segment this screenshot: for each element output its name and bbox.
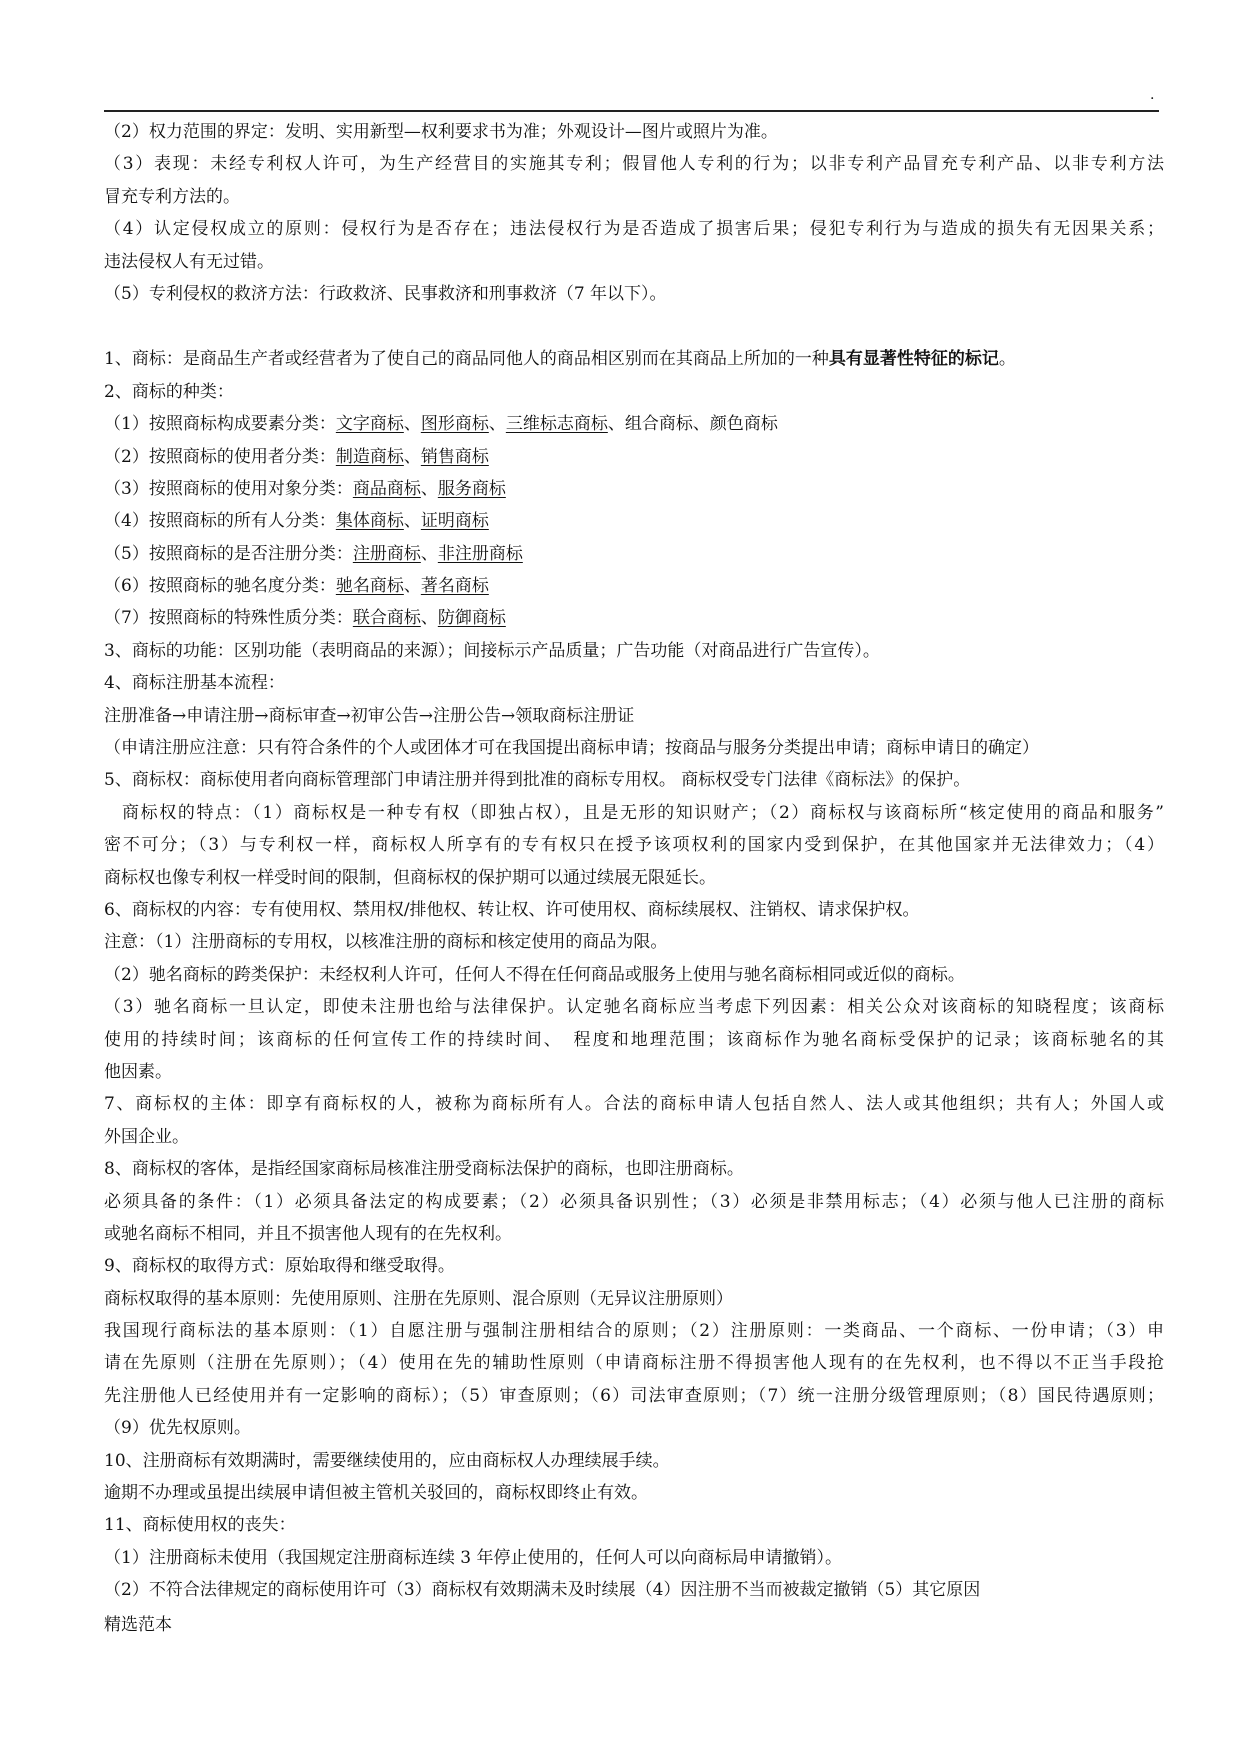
type-item: 联合商标 xyxy=(352,608,421,629)
separator: 、 xyxy=(420,608,438,629)
header-dot: . xyxy=(1150,87,1155,103)
current-law-principles: 我国现行商标法的基本原则：（1）自愿注册与强制注册相结合的原则；（2）注册原则：一类商品、一个商标、一份申请；（3）申 xyxy=(104,1321,1164,1342)
required-conditions: 必须具备的条件：（1）必须具备法定的构成要素；（2）必须具备识别性；（3）必须是非禁用标志；（4）必须与他人已注册的商标 xyxy=(104,1191,1164,1212)
separator: 、 xyxy=(420,478,438,499)
type-row-label: （1）按照商标构成要素分类： xyxy=(104,414,336,435)
note-well-known-criteria-cont: 使用的持续时间；该商标的任何宣传工作的持续时间、 程度和地理范围；该商标作为驰名商标受保护的记录；该商标驰名的其 xyxy=(104,1029,1164,1050)
renewal-rule: 10、注册商标有效期满时，需要继续使用的，应由商标权人办理续展手续。 xyxy=(104,1450,670,1471)
patent-infringement-line-cont: 冒充专利方法的。 xyxy=(104,186,240,207)
footer-label: 精选范本 xyxy=(104,1615,172,1635)
separator: 、 xyxy=(403,511,421,532)
loss-of-right-title: 11、商标使用权的丧失： xyxy=(104,1515,296,1536)
type-row-label: （2）按照商标的使用者分类： xyxy=(104,446,336,467)
trademark-right-features-end: 商标权也像专利权一样受时间的限制，但商标权的保护期可以通过续展无限延长。 xyxy=(104,867,716,888)
type-item: 著名商标 xyxy=(420,576,489,597)
trademark-right-features-cont: 密不可分；（3）与专利权一样，商标权人所享有的专有权只在授予该项权利的国家内受到保护，在其他国家并无法律效力；（4） xyxy=(104,835,1164,856)
type-item: 商品商标 xyxy=(352,478,421,499)
type-item: 驰名商标 xyxy=(335,576,404,597)
trademark-type-row xyxy=(104,570,1164,602)
registration-flow-title: 4、商标注册基本流程： xyxy=(104,673,285,694)
current-law-principles-cont: 请在先原则（注册在先原则）；（4）使用在先的辅助性原则（申请商标注册不得损害他人现有的在先权利，也不得以不正当手段抢 xyxy=(104,1353,1164,1374)
type-row-label: （5）按照商标的是否注册分类： xyxy=(104,543,353,564)
patent-principle-line-cont: 违法侵权人有无过错。 xyxy=(104,251,274,272)
trademark-object: 8、商标权的客体，是指经国家商标局核准注册受商标法保护的商标，也即注册商标。 xyxy=(104,1159,744,1180)
trademark-function: 3、商标的功能：区别功能（表明商品的来源）；间接标示产品质量；广告功能（对商品进行广告宣传）。 xyxy=(104,640,880,661)
separator: 、 xyxy=(403,446,421,467)
trademark-type-row xyxy=(104,602,1164,634)
type-item: 防御商标 xyxy=(437,608,506,629)
renewal-expiry: 逾期不办理或虽提出续展申请但被主管机关驳回的，商标权即终止有效。 xyxy=(104,1483,648,1504)
type-row-label: （3）按照商标的使用对象分类： xyxy=(104,478,353,499)
acquisition-methods: 9、商标权的取得方式：原始取得和继受取得。 xyxy=(104,1256,455,1277)
note-well-known-criteria-end: 他因素。 xyxy=(104,1061,172,1082)
trademark-right-content: 6、商标权的内容：专有使用权、禁用权/排他权、转让权、许可使用权、商标续展权、注销权、请求保护权。 xyxy=(104,899,920,920)
trademark-definition-end: 。 xyxy=(998,349,1016,370)
separator: 、 xyxy=(488,414,506,435)
acquisition-principles: 商标权取得的基本原则：先使用原则、注册在先原则、混合原则（无异议注册原则） xyxy=(104,1288,733,1309)
type-row-label: （7）按照商标的特殊性质分类： xyxy=(104,608,353,629)
type-item: 销售商标 xyxy=(420,446,489,467)
loss-of-right-item-2: （2）不符合法律规定的商标使用许可（3）商标权有效期满未及时续展（4）因注册不当而被裁定撤销（5）其它原因 xyxy=(104,1580,981,1601)
registration-note: （申请注册应注意：只有符合条件的个人或团体才可在我国提出商标申请；按商品与服务分类提出申请；商标申请日的确定） xyxy=(104,738,1039,759)
type-item: 服务商标 xyxy=(437,478,506,499)
type-item: 证明商标 xyxy=(420,511,489,532)
trademark-type-row xyxy=(104,473,1164,505)
patent-remedy-line: （5）专利侵权的救济方法：行政救济、民事救济和刑事救济（7 年以下）。 xyxy=(104,283,667,304)
type-item: 文字商标 xyxy=(335,414,404,435)
separator: 、 xyxy=(403,414,421,435)
type-row-label: （4）按照商标的所有人分类： xyxy=(104,511,336,532)
trademark-type-row xyxy=(104,441,1164,473)
trademark-type-row xyxy=(104,538,1164,570)
type-item: 注册商标 xyxy=(352,543,421,564)
type-item: 三维标志商标 xyxy=(505,414,608,435)
required-conditions-cont: 或驰名商标不相同，并且不损害他人现有的在先权利。 xyxy=(104,1223,512,1244)
section-gap xyxy=(104,310,1164,343)
trademark-definition-bold: 具有显著性特征的标记 xyxy=(828,349,999,370)
trademark-type-row xyxy=(104,408,1164,440)
patent-infringement-line: （3）表现：未经专利权人许可，为生产经营目的实施其专利；假冒他人专利的行为；以非专利产品冒充专利产品、以非专利方法 xyxy=(104,154,1164,175)
current-law-principles-end: （9）优先权原则。 xyxy=(104,1418,251,1439)
trademark-right: 5、商标权：商标使用者向商标管理部门申请注册并得到批准的商标专用权。 商标权受专门法律《商标法》的保护。 xyxy=(104,770,971,791)
note-well-known-protection: （2）驰名商标的跨类保护：未经权利人许可，任何人不得在任何商品或服务上使用与驰名商标相同或近似的商标。 xyxy=(104,964,965,985)
current-law-principles-cont-2: 先注册他人已经使用并有一定影响的商标）；（5）审查原则；（6）司法审查原则；（7）统一注册分级管理原则；（8）国民待遇原则； xyxy=(104,1385,1164,1406)
registration-flow: 注册准备→申请注册→商标审查→初审公告→注册公告→领取商标注册证 xyxy=(104,705,635,726)
patent-scope-line: （2）权力范围的界定：发明、实用新型—权利要求书为准；外观设计—图片或照片为准。 xyxy=(104,122,778,142)
type-item: 图形商标 xyxy=(420,414,489,435)
note-well-known-criteria: （3）驰名商标一旦认定，即使未注册也给与法律保护。认定驰名商标应当考虑下列因素：相关公众对该商标的知晓程度；该商标 xyxy=(104,997,1164,1018)
trademark-definition xyxy=(104,343,1164,375)
trademark-definition-text: 1、商标：是商品生产者或经营者为了使自己的商品同他人的商品相区别而在其商品上所加的一种 xyxy=(104,349,829,370)
type-item: 制造商标 xyxy=(335,446,404,467)
document-body xyxy=(104,116,1164,1607)
trademark-right-features: 商标权的特点：（1）商标权是一种专有权（即独占权），且是无形的知识财产；（2）商标权与该商标所“核定使用的商品和服务” xyxy=(122,802,1164,823)
trademark-subject: 7、商标权的主体：即享有商标权的人，被称为商标所有人。合法的商标申请人包括自然人、法人或其他组织；共有人；外国人或 xyxy=(104,1094,1164,1115)
note-exclusive-use: 注意：（1）注册商标的专用权，以核准注册的商标和核定使用的商品为限。 xyxy=(104,932,668,953)
loss-of-right-item-1: （1）注册商标未使用（我国规定注册商标连续 3 年停止使用的，任何人可以向商标局申请撤销）。 xyxy=(104,1547,842,1568)
type-item: 非注册商标 xyxy=(437,543,523,564)
type-row-rest: 、组合商标、颜色商标 xyxy=(607,414,778,435)
type-row-label: （6）按照商标的驰名度分类： xyxy=(104,576,336,597)
trademark-type-row xyxy=(104,505,1164,537)
patent-principle-line: （4）认定侵权成立的原则：侵权行为是否存在；违法侵权行为是否造成了损害后果；侵犯专利行为与造成的损失有无因果关系； xyxy=(104,219,1164,240)
separator: 、 xyxy=(403,576,421,597)
trademark-types-title: 2、商标的种类： xyxy=(104,381,234,402)
type-item: 集体商标 xyxy=(335,511,404,532)
trademark-subject-cont: 外国企业。 xyxy=(104,1126,189,1147)
header-rule xyxy=(104,110,1159,112)
separator: 、 xyxy=(420,543,438,564)
